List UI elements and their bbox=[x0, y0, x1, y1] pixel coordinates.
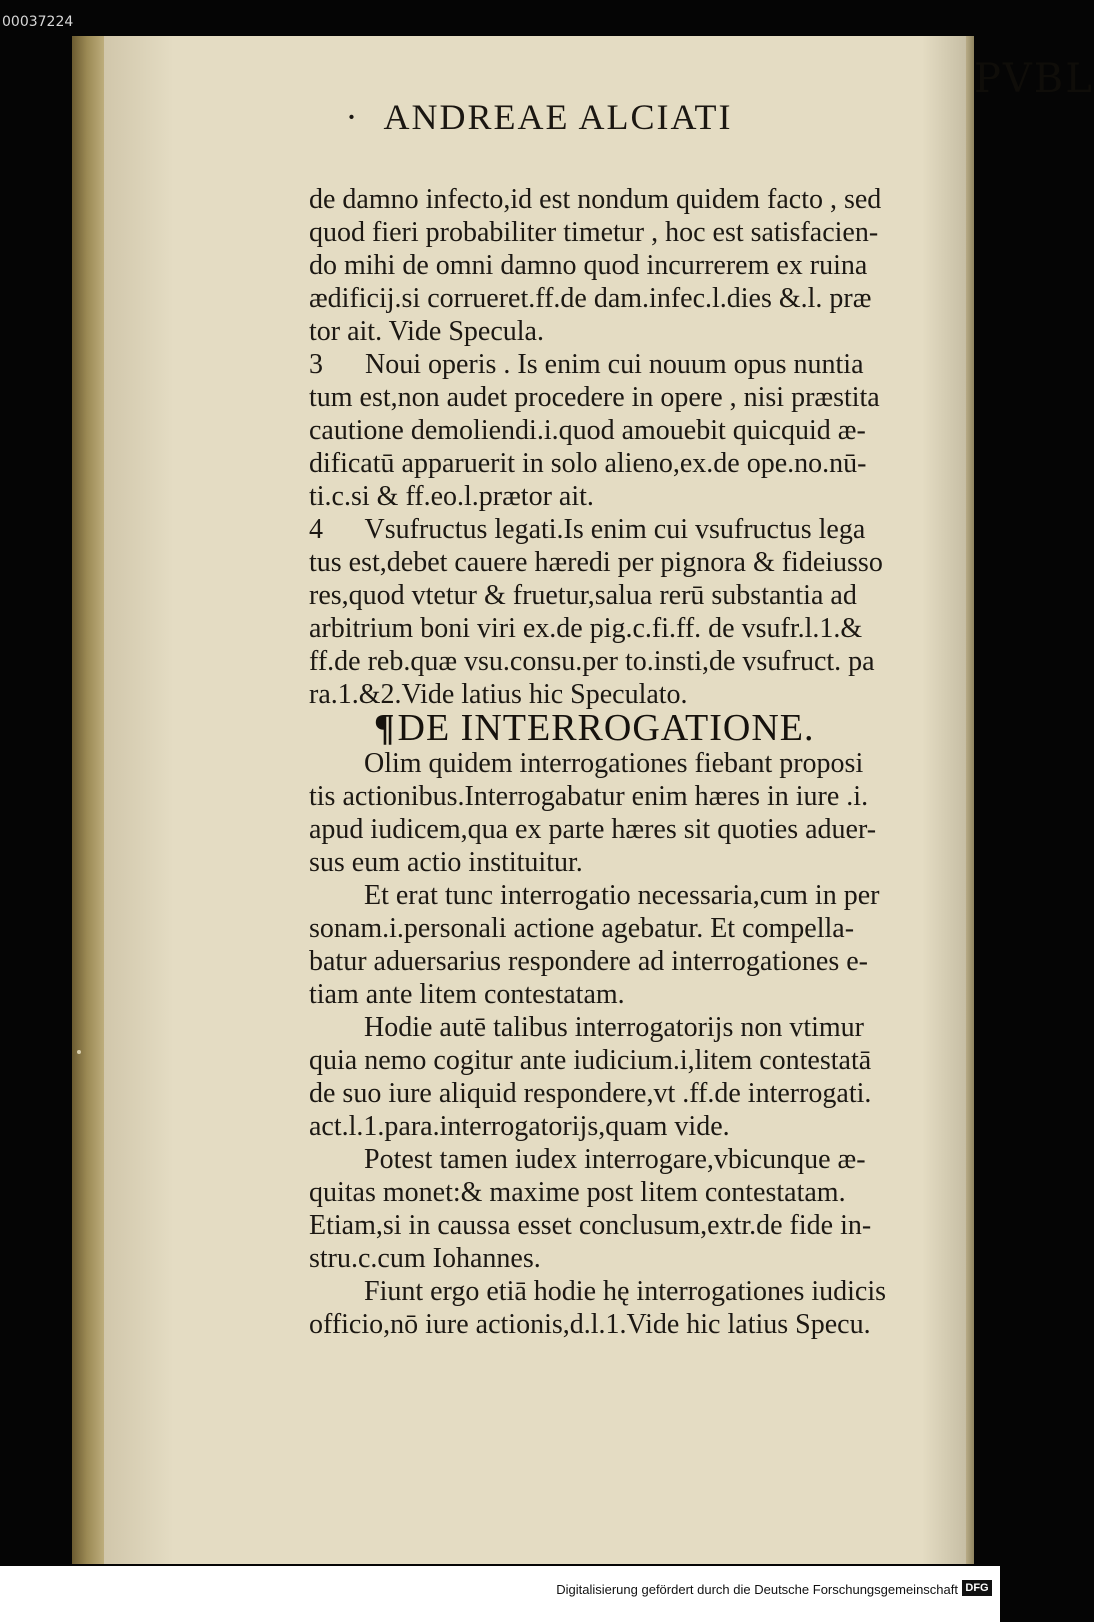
text-line: officio,nō iure actionis,d.l.1.Vide hic latius Specu. bbox=[309, 1309, 871, 1340]
book-page bbox=[104, 36, 1094, 1564]
text-line: tor ait. Vide Specula. bbox=[309, 316, 544, 347]
scan-id-label: 00037224 bbox=[2, 14, 74, 30]
text-line: tiam ante litem contestatam. bbox=[309, 979, 625, 1010]
text-line: tis actionibus.Interrogabatur enim hæres in iure .i. bbox=[309, 781, 869, 812]
text-line: ædificij.si corrueret.ff.de dam.infec.l.dies &.l. præ bbox=[309, 283, 872, 314]
text-line: Et erat tunc interrogatio necessaria,cum in per bbox=[364, 880, 880, 911]
bleed-through-text: PVBL bbox=[974, 56, 1094, 102]
text-line: Hodie autē talibus interrogatorijs non vtimur bbox=[364, 1012, 865, 1043]
text-line: sus eum actio instituitur. bbox=[309, 847, 583, 878]
text-line: batur aduersarius respondere ad interrogationes e- bbox=[309, 946, 868, 977]
text-line: ff.de reb.quæ vsu.consu.per to.insti,de vsufruct. pa bbox=[309, 646, 875, 677]
text-line: ti.c.si & ff.eo.l.prætor ait. bbox=[309, 481, 594, 512]
text-line: quitas monet:& maxime post litem contestatam. bbox=[309, 1177, 846, 1208]
text-line: ra.1.&2.Vide latius hic Speculato. bbox=[309, 679, 688, 710]
text-line: quia nemo cogitur ante iudicium.i,litem contestatā bbox=[309, 1045, 872, 1076]
text-line: stru.c.cum Iohannes. bbox=[309, 1243, 541, 1274]
text-line: tus est,debet cauere hæredi per pignora & fideiusso bbox=[309, 547, 883, 578]
footer-bar bbox=[0, 1566, 1000, 1622]
text-line: sonam.i.personali actione agebatur. Et compella- bbox=[309, 913, 855, 944]
text-line: Olim quidem interrogationes fiebant proposi bbox=[364, 748, 864, 779]
page-edge bbox=[966, 36, 974, 1564]
text-line: do mihi de omni damno quod incurrerem ex ruina bbox=[309, 250, 868, 281]
running-header bbox=[104, 96, 974, 138]
paper-blemish bbox=[77, 1050, 81, 1054]
text-line: res,quod vtetur & fruetur,salua rerū substantia ad bbox=[309, 580, 857, 611]
section-heading-text: DE INTERROGATIONE. bbox=[397, 707, 815, 749]
text-line: de suo iure aliquid respondere,vt .ff.de interrogati. bbox=[309, 1078, 872, 1109]
text-line: act.l.1.para.interrogatorijs,quam vide. bbox=[309, 1111, 730, 1142]
dfg-logo-icon: DFG bbox=[962, 1580, 992, 1596]
text-line: Fiunt ergo etiā hodie hę interrogationes iudicis bbox=[364, 1276, 887, 1307]
text-line: de damno infecto,id est nondum quidem facto , sed bbox=[309, 184, 882, 215]
pilcrow-icon: ¶ bbox=[374, 707, 396, 749]
text-line: Etiam,si in caussa esset conclusum,extr.de fide in- bbox=[309, 1210, 872, 1241]
funding-credit: Digitalisierung gefördert durch die Deutsche Forschungsgemeinschaft bbox=[556, 1582, 958, 1597]
text-line: 4 Vsufructus legati.Is enim cui vsufructus lega bbox=[309, 514, 866, 545]
text-line: tum est,non audet procedere in opere , nisi præstita bbox=[309, 382, 880, 413]
section-heading bbox=[374, 706, 814, 750]
text-line: arbitrium boni viri ex.de pig.c.fi.ff. de vsufr.l.1.& bbox=[309, 613, 863, 644]
text-line: cautione demoliendi.i.quod amouebit quicquid æ- bbox=[309, 415, 866, 446]
header-dot-icon: · bbox=[345, 97, 360, 137]
text-line: dificatū apparuerit in solo alieno,ex.de ope.no.nū- bbox=[309, 448, 867, 479]
text-line: Potest tamen iudex interrogare,vbicunque æ- bbox=[364, 1144, 866, 1175]
text-line: quod fieri probabiliter timetur , hoc est satisfacien- bbox=[309, 217, 879, 248]
text-line: apud iudicem,qua ex parte hæres sit quoties aduer- bbox=[309, 814, 877, 845]
header-title: ANDREAE ALCIATI bbox=[383, 97, 733, 137]
text-line: 3 Noui operis . Is enim cui nouum opus nuntia bbox=[309, 349, 864, 380]
